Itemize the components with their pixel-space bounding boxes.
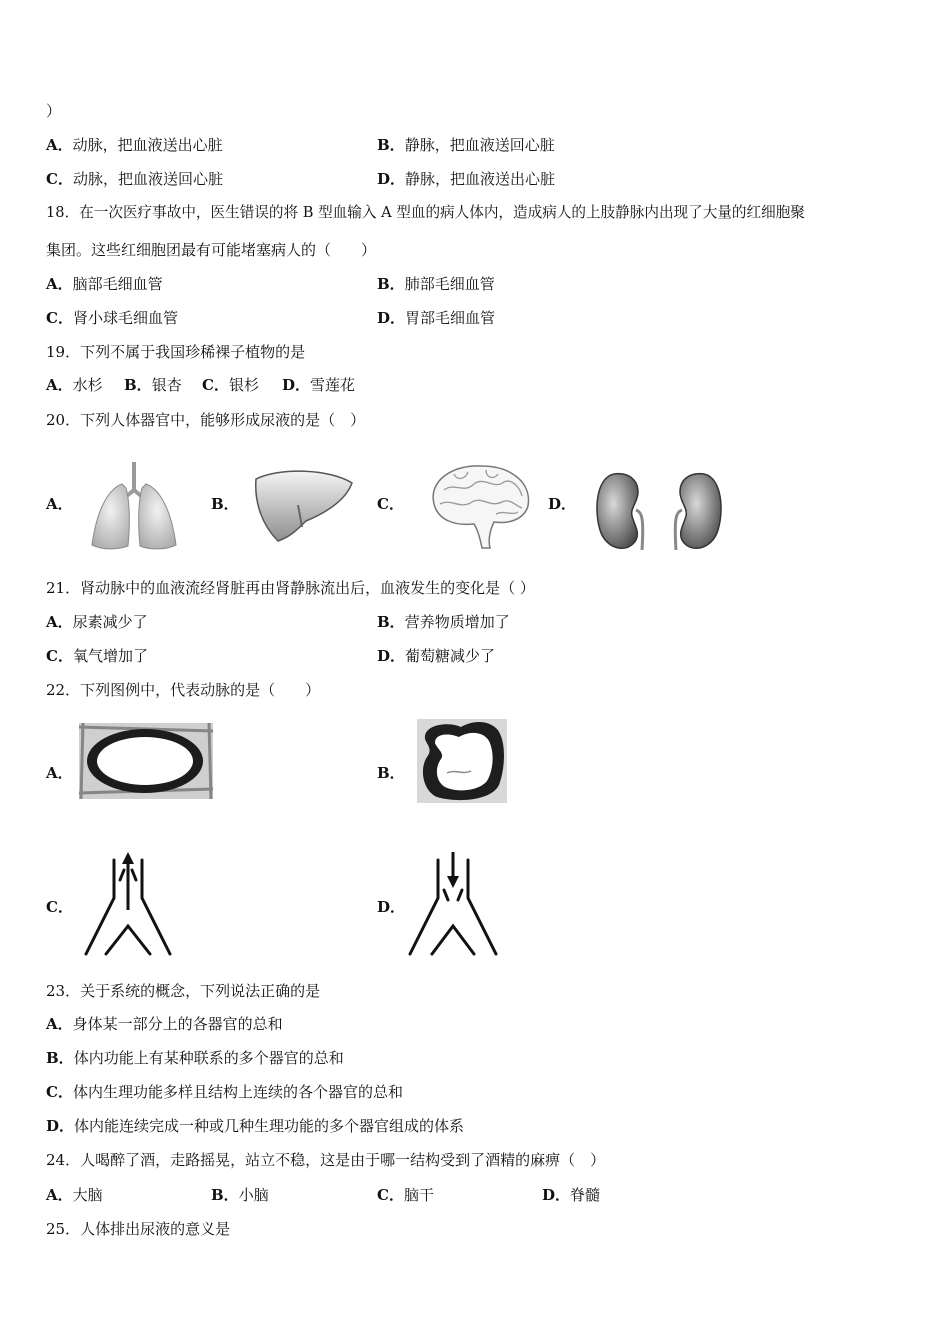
q21-option-a: A．尿素减少了: [46, 613, 148, 631]
q19-option-d: D．雪莲花: [282, 376, 356, 394]
q23-option-b: B．体内功能上有某种联系的多个器官的总和: [46, 1049, 344, 1067]
q17-option-b: B．静脉，把血液送回心脏: [377, 136, 555, 154]
q22-stem: 22．下列图例中，代表动脉的是（ ）: [46, 681, 321, 699]
q23-option-d: D．体内能连续完成一种或几种生理功能的多个器官组成的体系: [46, 1117, 465, 1135]
liver-icon: [250, 465, 356, 545]
q17-option-a: A．动脉，把血液送出心脏: [46, 136, 223, 154]
q18-stem-line2: 集团。这些红细胞团最有可能堵塞病人的（ ）: [46, 241, 377, 259]
q24-option-a: A．大脑: [46, 1186, 103, 1204]
q19-option-a: A．水杉: [46, 376, 103, 394]
q24-option-b: B．小脑: [211, 1186, 269, 1204]
collapsed-vessel-icon: [417, 719, 507, 803]
q23-option-c: C．体内生理功能多样且结构上连续的各个器官的总和: [46, 1083, 403, 1101]
q19-stem: 19．下列不属于我国珍稀裸子植物的是: [46, 343, 306, 361]
q18-option-b: B．肺部毛细血管: [377, 275, 495, 293]
q21-option-c: C．氧气增加了: [46, 647, 148, 665]
q21-option-b: B．营养物质增加了: [377, 613, 510, 631]
q24-option-c: C．脑干: [377, 1186, 434, 1204]
q18-option-c: C．肾小球毛细血管: [46, 309, 178, 327]
q23-option-a: A．身体某一部分上的各器官的总和: [46, 1015, 283, 1033]
q17-stem-tail: ）: [46, 102, 62, 120]
q17-option-d: D．静脉，把血液送出心脏: [377, 170, 556, 188]
kidneys-icon: [594, 470, 724, 554]
q18-option-d: D．胃部毛细血管: [377, 309, 496, 327]
merging-vessel-icon: [406, 850, 500, 960]
q22-option-a-label: A．: [46, 764, 73, 782]
q22-option-d-label: D．: [377, 898, 406, 916]
q24-option-d: D．脊髓: [542, 1186, 601, 1204]
branching-vessel-icon: [82, 850, 174, 960]
q20-option-a-label: A．: [46, 495, 73, 513]
q18-stem-line1: 18．在一次医疗事故中，医生错误的将 B 型血输入 A 型血的病人体内，造成病人的上肢静脉内出现了大量的红细胞聚: [46, 204, 805, 221]
q21-option-d: D．葡萄糖减少了: [377, 647, 496, 665]
q23-stem: 23．关于系统的概念，下列说法正确的是: [46, 982, 321, 1000]
brain-icon: [424, 460, 536, 550]
q20-option-b-label: B．: [211, 495, 239, 513]
q24-stem: 24．人喝醉了酒，走路摇晃，站立不稳，这是由于哪一结构受到了酒精的麻痹（ ）: [46, 1151, 606, 1169]
q25-stem: 25．人体排出尿液的意义是: [46, 1220, 231, 1238]
q22-option-b-label: B．: [377, 764, 405, 782]
q18-option-a: A．脑部毛细血管: [46, 275, 163, 293]
q19-option-c: C．银杉: [202, 376, 259, 394]
q17-option-c: C．动脉，把血液送回心脏: [46, 170, 223, 188]
q22-option-c-label: C．: [46, 898, 73, 916]
q19-option-b: B．银杏: [124, 376, 182, 394]
q20-option-c-label: C．: [377, 495, 404, 513]
q20-stem: 20．下列人体器官中，能够形成尿液的是（ ）: [46, 411, 366, 429]
q20-option-d-label: D．: [548, 495, 577, 513]
lungs-icon: [88, 460, 180, 552]
q21-stem: 21．肾动脉中的血液流经肾脏再由肾静脉流出后，血液发生的变化是（ ）: [46, 579, 535, 597]
round-vessel-icon: [79, 723, 213, 799]
